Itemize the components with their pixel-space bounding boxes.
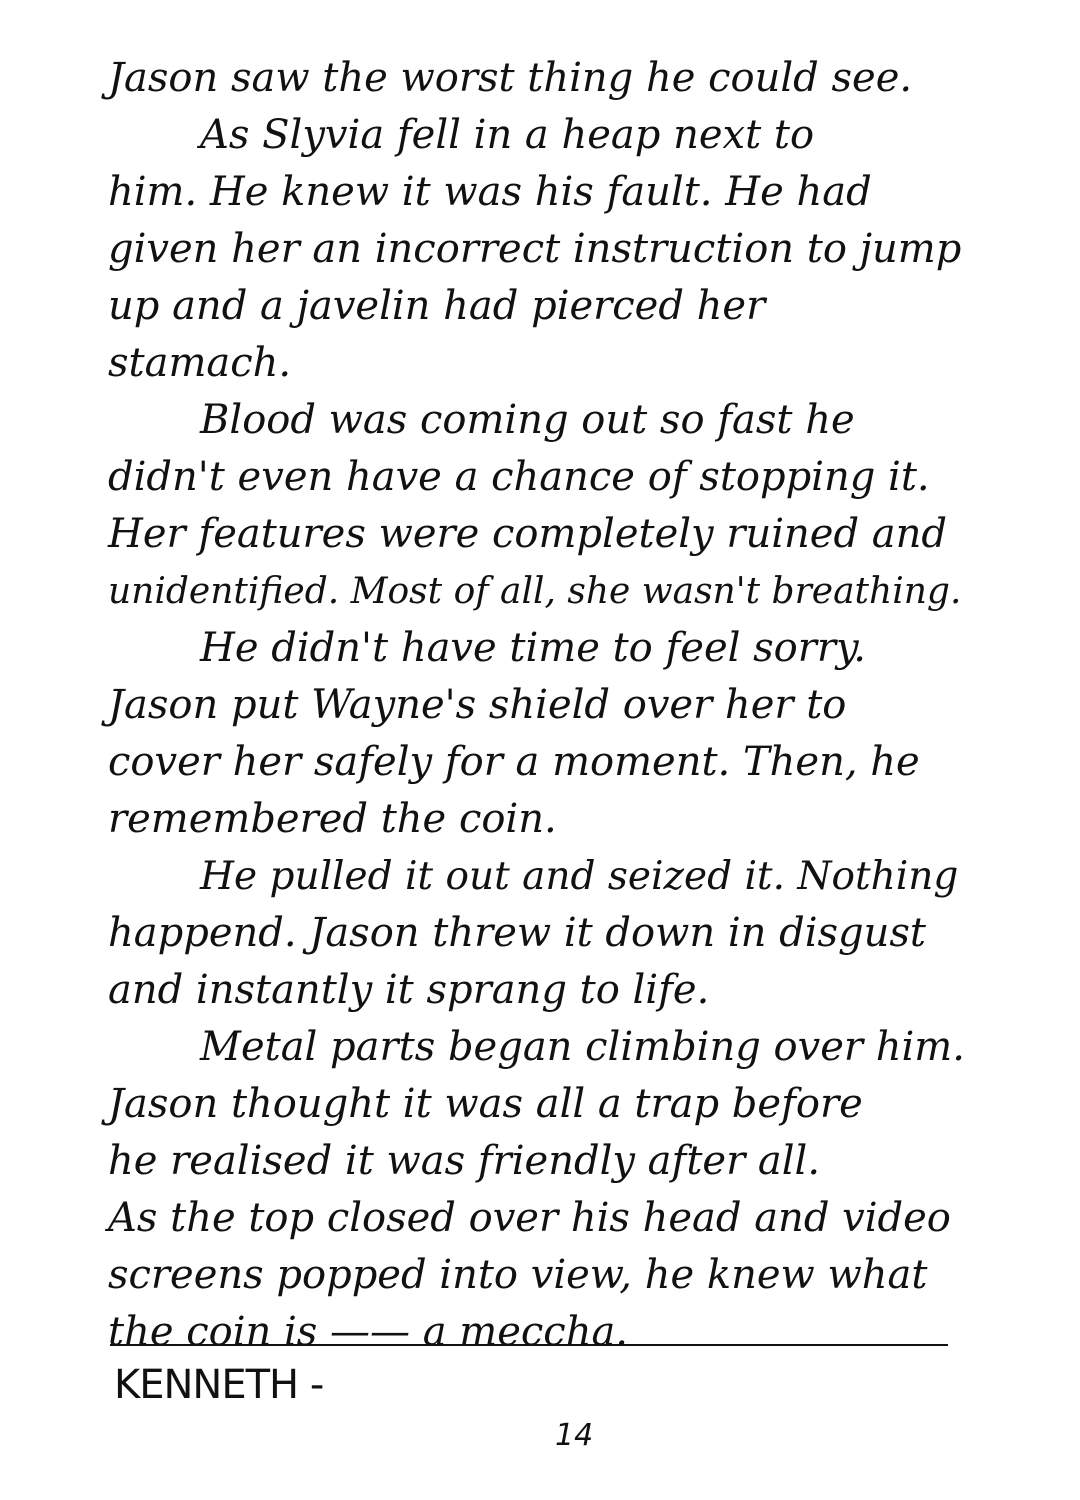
story-line: As Slyvia fell in a heap next to xyxy=(200,112,815,158)
signature-divider xyxy=(110,1344,948,1346)
story-line: Jason put Wayne's shield over her to xyxy=(108,682,847,728)
story-line: cover her safely for a moment. Then, he xyxy=(108,739,920,785)
story-line: and instantly it sprang to life. xyxy=(108,967,710,1013)
author-signature: KENNETH - xyxy=(114,1362,324,1408)
story-line: Blood was coming out so fast he xyxy=(200,397,855,443)
page-number: 14 xyxy=(555,1418,594,1453)
story-text xyxy=(108,50,968,1361)
story-line: he realised it was friendly after all. xyxy=(108,1138,821,1184)
story-line: him. He knew it was his fault. He had xyxy=(108,169,872,215)
story-line: Jason thought it was all a trap before xyxy=(108,1081,863,1127)
story-line: didn't even have a chance of stopping it. xyxy=(108,454,930,500)
story-line: remembered the coin. xyxy=(108,796,557,842)
story-line: He pulled it out and seized it. Nothing xyxy=(200,854,959,899)
story-line: Metal parts began climbing over him. xyxy=(200,1024,965,1070)
story-line: the coin is —— a meccha. xyxy=(108,1309,629,1355)
story-line: happend. Jason threw it down in disgust xyxy=(108,910,926,956)
story-line: given her an incorrect instruction to jump xyxy=(108,226,962,272)
story-line: up and a javelin had pierced her xyxy=(108,283,766,329)
story-line: As the top closed over his head and video xyxy=(108,1195,951,1241)
story-line: unidentified. Most of all, she wasn't breathing. xyxy=(108,571,962,612)
story-line: screens popped into view, he knew what xyxy=(108,1252,928,1298)
story-line: He didn't have time to feel sorry. xyxy=(200,625,866,671)
story-line: Her features were completely ruined and xyxy=(108,511,947,557)
story-line: stamach. xyxy=(108,340,292,386)
story-line: Jason saw the worst thing he could see. xyxy=(108,55,913,101)
